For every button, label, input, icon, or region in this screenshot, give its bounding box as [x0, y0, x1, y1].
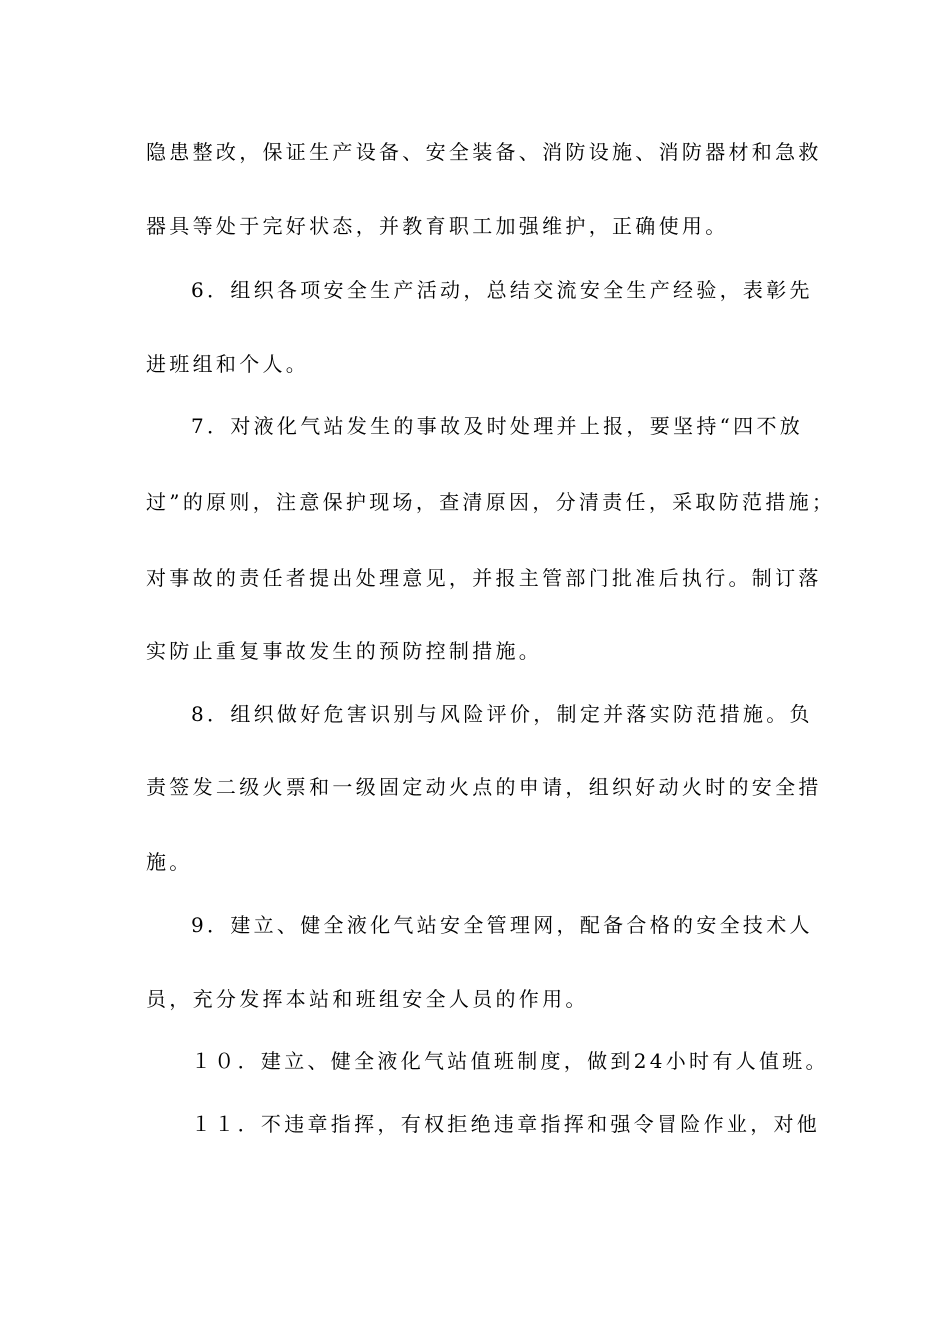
- text-line: 对事故的责任者提出处理意见，并报主管部门批准后执行。制订落: [146, 566, 822, 590]
- paragraph-10: １０．建立、健全液化气站值班制度，做到24小时有人值班。: [191, 1049, 829, 1073]
- text-line: 实防止重复事故发生的预防控制措施。: [146, 639, 543, 663]
- paragraph-7-start: 7．对液化气站发生的事故及时处理并上报，要坚持“四不放: [191, 414, 804, 438]
- paragraph-6-start: 6．组织各项安全生产活动，总结交流安全生产经验，表彰先: [191, 278, 813, 302]
- text-line: 进班组和个人。: [146, 352, 310, 376]
- text-line: 隐患整改，保证生产设备、安全装备、消防设施、消防器材和急救: [146, 140, 822, 164]
- text-line: 器具等处于完好状态，并教育职工加强维护，正确使用。: [146, 214, 729, 238]
- paragraph-9-start: 9．建立、健全液化气站安全管理网，配备合格的安全技术人: [191, 913, 813, 937]
- text-line: 过”的原则，注意保护现场，查清原因，分清责任，采取防范措施；: [146, 490, 836, 514]
- paragraph-11-start: １１．不违章指挥，有权拒绝违章指挥和强令冒险作业，对他: [191, 1112, 821, 1136]
- text-line: 员，充分发挥本站和班组安全人员的作用。: [146, 987, 589, 1011]
- paragraph-8-start: 8．组织做好危害识别与风险评价，制定并落实防范措施。负: [191, 702, 813, 726]
- text-line: 责签发二级火票和一级固定动火点的申请，组织好动火时的安全措: [146, 775, 822, 799]
- text-line: 施。: [146, 850, 193, 874]
